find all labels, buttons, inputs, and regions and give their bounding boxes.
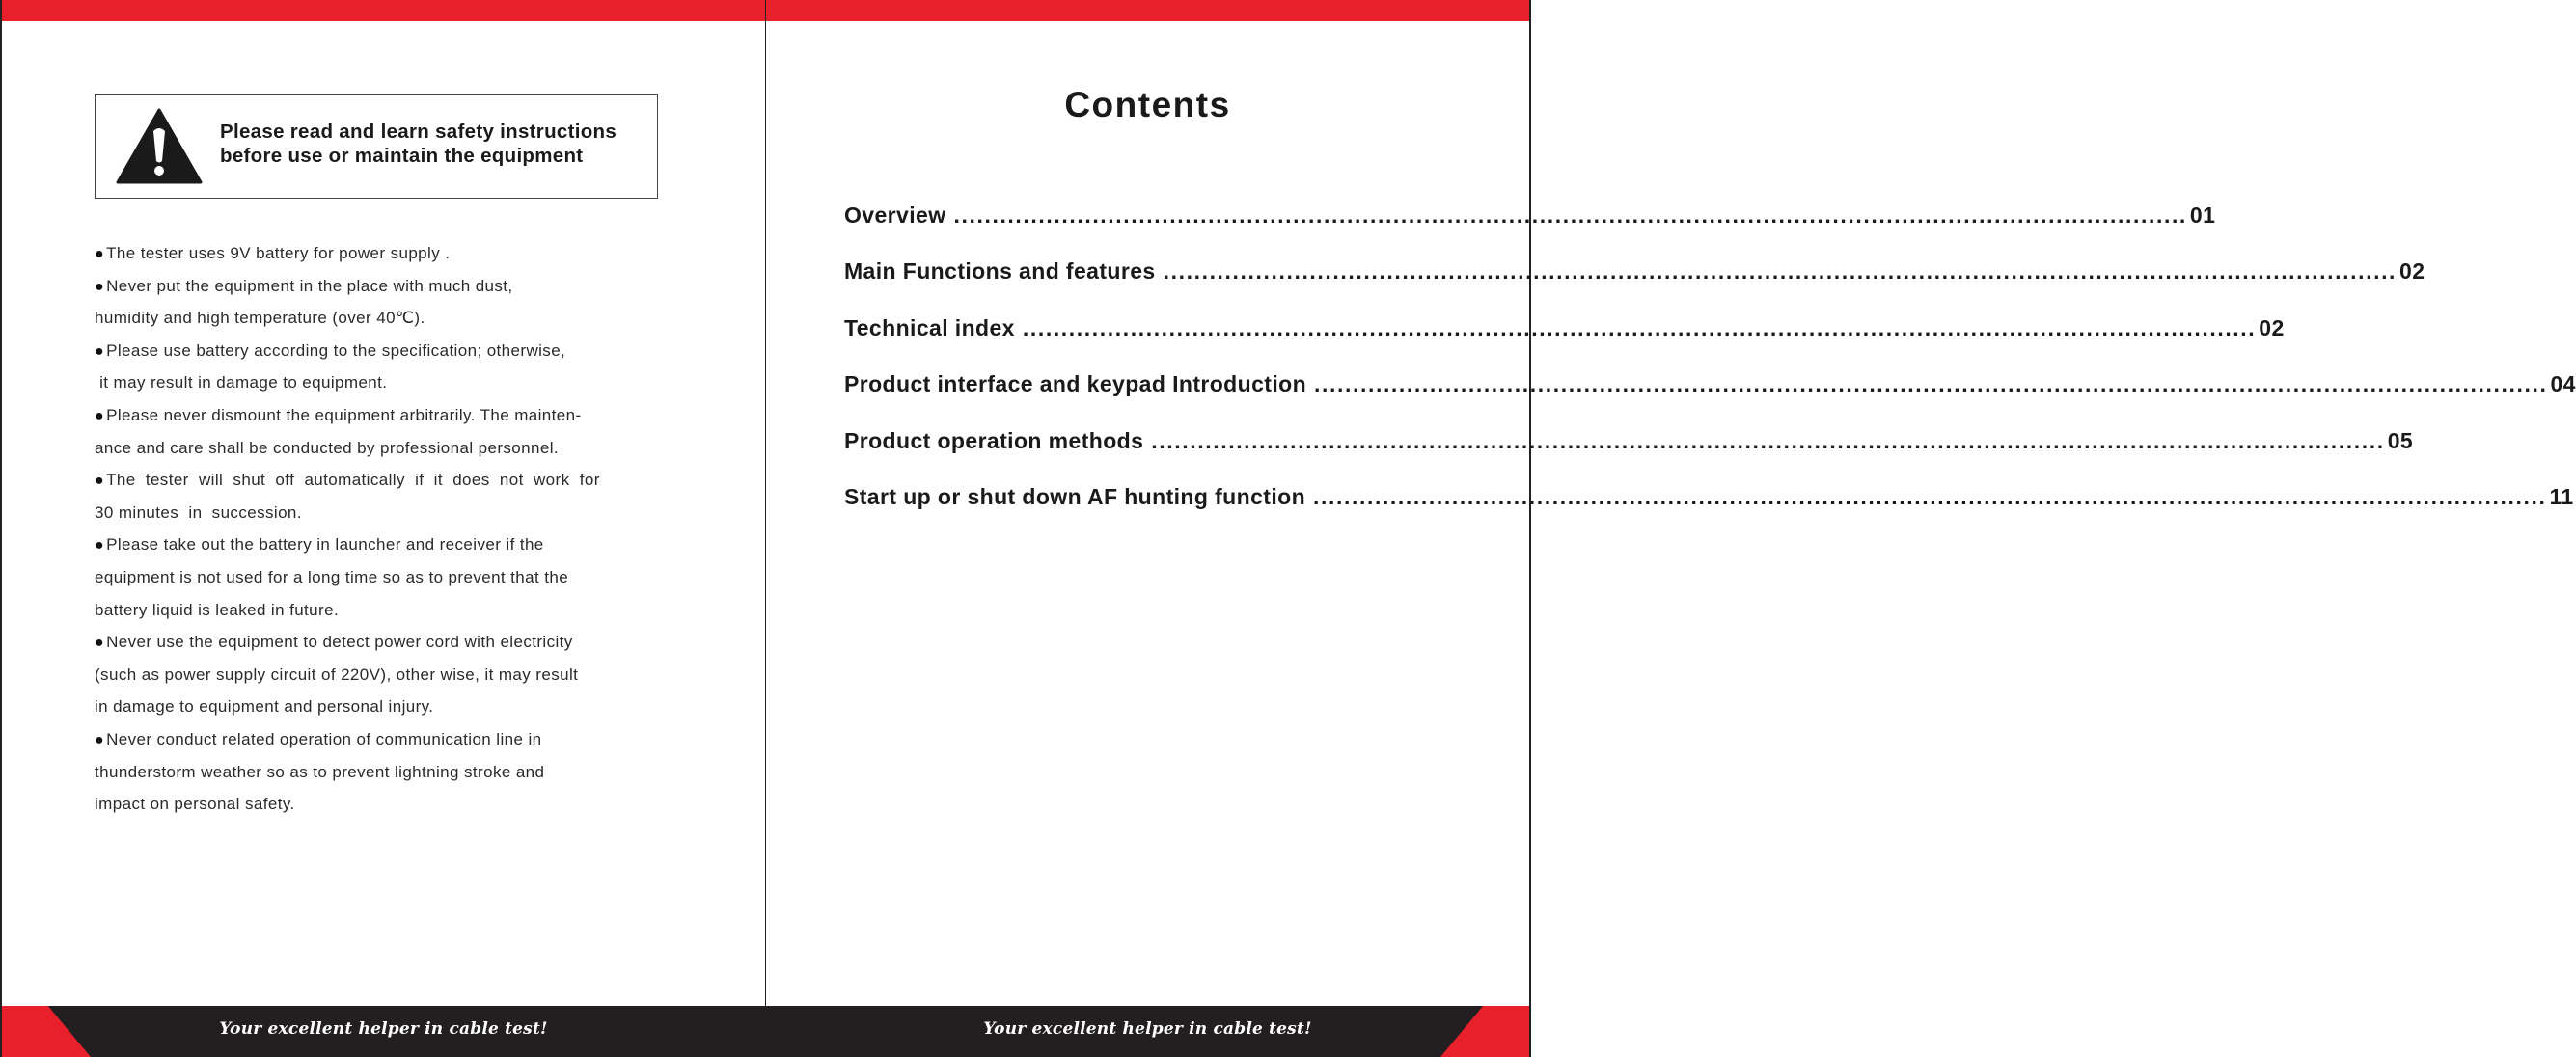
- safety-instructions-list: [95, 241, 673, 825]
- safety-warning-box: [95, 94, 658, 199]
- safety-line-text: impact on personal safety.: [95, 795, 295, 814]
- toc-entry-page: 05: [2387, 427, 2414, 453]
- safety-line-text: battery liquid is leaked in future.: [95, 600, 340, 619]
- safety-line-text: The tester uses 9V battery for power supply .: [106, 244, 451, 262]
- bullet-dot-icon: ●: [95, 635, 105, 652]
- toc-entry-page: 11: [2549, 483, 2574, 509]
- safety-line-text: ance and care shall be conducted by professional personnel.: [95, 438, 560, 457]
- toc-entry-page: 01: [2189, 203, 2216, 228]
- contents-page: [765, 0, 2576, 1057]
- toc-entry-label: Technical index: [844, 314, 1015, 340]
- footer-slogan: Your excellent helper in cable test!: [219, 1019, 548, 1039]
- safety-line: [95, 501, 673, 533]
- warning-triangle-icon: [115, 108, 204, 185]
- toc-entry-label: Overview: [844, 203, 946, 228]
- toc-entry-page: 04: [2550, 371, 2576, 397]
- bullet-dot-icon: ●: [95, 473, 105, 490]
- bullet-dot-icon: ●: [95, 537, 105, 555]
- table-of-contents: [844, 203, 2576, 540]
- safety-line: [95, 436, 673, 469]
- bullet-dot-icon: ●: [95, 246, 105, 262]
- toc-entry[interactable]: [844, 258, 2425, 314]
- footer-slogan: Your excellent helper in cable test!: [983, 1019, 1312, 1039]
- safety-line: [95, 727, 673, 760]
- safety-line-text: Never use the equipment to detect power cord with electricity: [106, 633, 573, 652]
- safety-line: [95, 241, 673, 274]
- safety-line: [95, 468, 673, 501]
- safety-line: [95, 694, 673, 727]
- safety-line: [95, 630, 673, 663]
- top-red-bar: [766, 0, 1529, 21]
- toc-entry-page: 02: [2399, 258, 2425, 285]
- safety-line: [95, 370, 673, 403]
- toc-entry[interactable]: [844, 314, 2285, 371]
- safety-line-text: 30 minutes in succession.: [95, 502, 302, 522]
- safety-line-text: (such as power supply circuit of 220V), other wise, it may result: [95, 664, 579, 684]
- bullet-dot-icon: ●: [95, 278, 105, 295]
- safety-line-text: Please use battery according to the specification; otherwise,: [106, 340, 566, 360]
- footer-bar: [766, 1006, 1529, 1057]
- toc-entry-label: Start up or shut down AF hunting function: [844, 483, 1306, 509]
- warning-text: [220, 120, 617, 168]
- safety-line-text: humidity and high temperature (over 40℃).: [95, 309, 425, 328]
- safety-line-text: equipment is not used for a long time so as to prevent that the: [95, 567, 569, 586]
- safety-line: [95, 532, 673, 565]
- safety-line-text: Never conduct related operation of communication line in: [106, 729, 542, 748]
- safety-line: [95, 792, 673, 825]
- safety-line: [95, 339, 673, 371]
- toc-entry[interactable]: [844, 371, 2576, 427]
- safety-page: [0, 0, 765, 1057]
- safety-line-text: The tester will shut off automatically if it does not work for: [106, 471, 600, 490]
- bullet-dot-icon: ●: [95, 342, 105, 360]
- safety-line-text: in damage to equipment and personal injury.: [95, 697, 434, 717]
- toc-dot-leader: ................................................................................................................................................................: [1313, 483, 2547, 509]
- warning-line-2: before use or maintain the equipment: [220, 145, 584, 167]
- bullet-dot-icon: ●: [95, 731, 105, 748]
- toc-entry-label: Product operation methods: [844, 427, 1144, 453]
- toc-entry[interactable]: [844, 483, 2574, 540]
- toc-dot-leader: ................................................................................................................................................................: [1163, 258, 2398, 285]
- safety-line: [95, 760, 673, 793]
- safety-line: [95, 565, 673, 598]
- safety-line: [95, 598, 673, 631]
- toc-entry-page: 02: [2259, 314, 2285, 340]
- top-red-bar: [2, 0, 765, 21]
- safety-line-text: Please take out the battery in launcher and receiver if the: [106, 535, 544, 555]
- toc-dot-leader: ................................................................................................................................................................: [1022, 314, 2257, 340]
- safety-line: [95, 274, 673, 307]
- safety-line-text: thunderstorm weather so as to prevent lightning stroke and: [95, 762, 545, 781]
- footer-bar: [2, 1006, 765, 1057]
- contents-title: Contents: [1064, 85, 1231, 124]
- toc-dot-leader: ................................................................................................................................................................: [1314, 371, 2548, 397]
- bullet-dot-icon: ●: [95, 407, 105, 424]
- safety-line-text: Please never dismount the equipment arbitrarily. The mainten-: [106, 405, 582, 424]
- toc-entry-label: Main Functions and features: [844, 258, 1156, 285]
- safety-line: [95, 306, 673, 339]
- safety-line: [95, 663, 673, 695]
- toc-entry-label: Product interface and keypad Introduction: [844, 371, 1307, 397]
- toc-entry[interactable]: [844, 203, 2216, 258]
- safety-line-text: Never put the equipment in the place with much dust,: [106, 276, 513, 295]
- toc-dot-leader: ................................................................................................................................................................: [1151, 427, 2385, 453]
- toc-entry[interactable]: [844, 427, 2414, 484]
- toc-dot-leader: ................................................................................................................................................................: [953, 203, 2187, 228]
- warning-line-1: Please read and learn safety instructions: [220, 121, 617, 143]
- safety-line-text: it may result in damage to equipment.: [95, 373, 388, 393]
- safety-line: [95, 403, 673, 436]
